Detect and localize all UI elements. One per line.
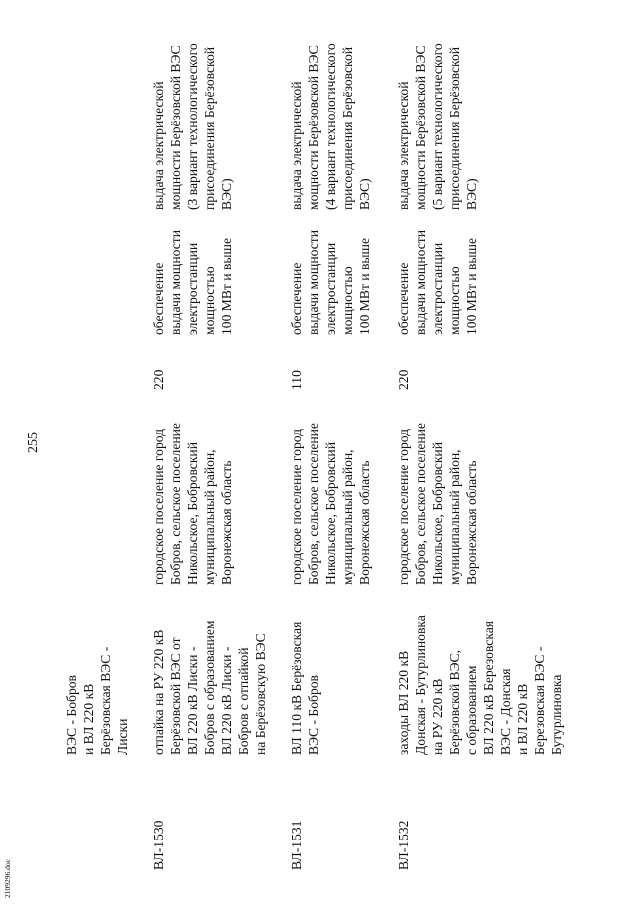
text-line: Берёзовской ВЭС, [447,649,462,755]
text-line: Никольское, Бобровский [323,442,338,585]
text-line: ВЭС - Бобров [306,675,321,755]
text-line: (4 вариант технологического [323,43,338,210]
text-line: ВЛ 220 кВ Лиски - [185,646,200,755]
text-line: мощности Берёзовской ВЭС [413,45,428,210]
text-line: электростанции [323,242,338,335]
text-line: мощности Берёзовской ВЭС [168,45,183,210]
text-line: мощности Берёзовской ВЭС [306,45,321,210]
text-line: ВЛ 220 кВ Березовская [481,620,496,755]
text-line: Воронежская область [464,460,479,585]
text-line: Бутурлиновка [549,674,564,755]
text-line: и ВЛ 220 кВ [515,683,530,755]
text-line: 100 МВт и выше [357,237,372,335]
text-line: присоединения Берёзовской [447,46,462,210]
text-line: 100 МВт и выше [219,237,234,335]
text-line: Лиски [115,718,130,755]
row-location [150,423,235,585]
text-line: ВЭС - Бобров [64,675,79,755]
text-line: ВЭС) [219,178,234,210]
text-line: выдача электрической [289,81,304,210]
text-line: мощностью [340,266,355,335]
text-line: ВЭС - Донская [498,668,513,755]
row-name [288,622,322,755]
text-line: обеспечение [151,262,166,335]
text-line: отпайка на РУ 220 кВ [151,629,166,755]
text-line: выдачи мощности [413,230,428,335]
text-line: присоединения Берёзовской [340,46,355,210]
text-line: заходы ВЛ 220 кВ [396,650,411,755]
row-purpose [288,230,373,335]
text-line: городское поселение город [396,428,411,585]
text-line: с образованием [464,665,479,755]
text-line: Бобров, сельское поселение [168,423,183,585]
row-voltage: 220 [396,369,411,390]
row-note [288,43,373,210]
text-line: на Берёзовскую ВЭС [253,633,268,755]
text-line: Бобров с отпайкой [236,647,251,755]
row-voltage: 220 [151,369,166,390]
row-code: ВЛ-1530 [151,820,166,870]
text-line: Берёзовская ВЭС - [98,646,113,755]
row-location [288,423,373,585]
row-note [150,43,235,210]
text-line: и ВЛ 220 кВ [81,683,96,755]
text-line: выдача электрической [151,81,166,210]
text-line: обеспечение [396,262,411,335]
row-code: ВЛ-1532 [396,820,411,870]
text-line: Никольское, Бобровский [430,442,445,585]
row-purpose [395,230,480,335]
text-line: муниципальный район, [447,449,462,585]
text-line: Донская - Бутурлиновка [413,615,428,755]
text-line: обеспечение [289,262,304,335]
row-code: ВЛ-1531 [289,820,304,870]
text-line: Берёзовской ВЭС от [168,637,183,755]
text-line: электростанции [430,242,445,335]
text-line: (5 вариант технологического [430,43,445,210]
text-line: ВЛ 110 кВ Берёзовская [289,621,304,755]
text-line: 100 МВт и выше [464,237,479,335]
text-line: Бобров, сельское поселение [413,423,428,585]
page-number: 255 [26,432,41,453]
row-voltage: 110 [289,370,304,390]
text-line: городское поселение город [289,428,304,585]
row-location [395,423,480,585]
row-note [395,43,480,210]
text-line: городское поселение город [151,428,166,585]
text-line: Березовская ВЭС - [532,646,547,755]
text-line: Бобров с образованием [202,620,217,755]
text-line: мощностью [202,266,217,335]
row-purpose [150,230,235,335]
text-line: ВЭС) [357,178,372,210]
text-line: присоединения Берёзовской [202,46,217,210]
text-line: Воронежская область [357,460,372,585]
text-line: ВЛ 220 кВ Лиски - [219,646,234,755]
text-line: Никольское, Бобровский [185,442,200,585]
text-line: муниципальный район, [340,449,355,585]
text-line: электростанции [185,242,200,335]
text-line: выдачи мощности [168,230,183,335]
row-name [150,621,269,755]
text-line: Бобров, сельское поселение [306,423,321,585]
text-line: (3 вариант технологического [185,43,200,210]
continuation-cell [63,647,131,755]
row-name [395,615,565,755]
text-line: муниципальный район, [202,449,217,585]
text-line: на РУ 220 кВ [430,678,445,755]
footer-filename: 2109296.doc [3,859,12,898]
text-line: выдача электрической [396,81,411,210]
text-line: выдачи мощности [306,230,321,335]
text-line: ВЭС) [464,178,479,210]
text-line: Воронежская область [219,460,234,585]
text-line: мощностью [447,266,462,335]
